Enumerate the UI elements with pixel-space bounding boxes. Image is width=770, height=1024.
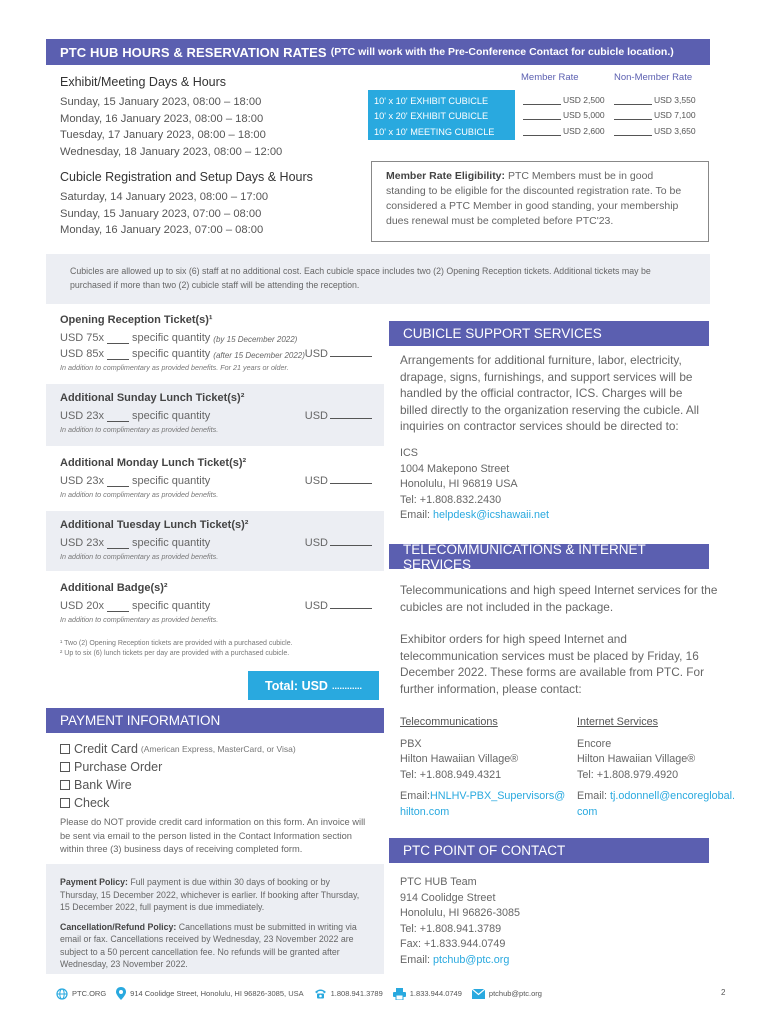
telecom-contact-pbx (400, 715, 570, 820)
usd-label: USD (304, 475, 328, 487)
setup-hours-line: Monday, 16 January 2023, 07:00 – 08:00 (60, 224, 264, 236)
exhibit-hours (60, 75, 282, 160)
ics-email-link[interactable]: helpdesk@icshawaii.net (433, 509, 549, 521)
cubicle-support-header (389, 321, 709, 346)
globe-icon (56, 988, 68, 1000)
contact-address: Honolulu, HI 96819 USA (400, 478, 518, 490)
contact-org: PTC HUB Team (400, 876, 477, 888)
member-rate: USD 2,600 (563, 125, 605, 136)
usd-label: USD (304, 410, 328, 422)
checkbox[interactable] (60, 762, 70, 772)
footer-address-text: 914 Coolidge Street, Honolulu, HI 96826-3085, USA (130, 989, 304, 998)
exhibit-hours-line: Sunday, 15 January 2023, 08:00 – 18:00 (60, 96, 262, 108)
cubicle-type: 10' x 20' EXHIBIT CUBICLE (374, 111, 489, 122)
contact-place: Hilton Hawaiian Village® (577, 753, 696, 765)
footer-email[interactable] (472, 989, 542, 999)
tuesday-lunch-tickets (46, 511, 384, 571)
contact-place: Hilton Hawaiian Village® (400, 753, 519, 765)
ticket-price: USD 20x (60, 600, 105, 612)
contact-email-label: Email: (400, 509, 433, 521)
ticket-note: In addition to complimentary as provided benefits. (60, 552, 219, 561)
eligibility-label: Member Rate Eligibility: (386, 170, 506, 182)
pbx-email-link[interactable]: HNLHV-PBX_Supervisors@ hilton.com (400, 790, 566, 818)
amount-field[interactable] (330, 347, 372, 357)
payment-option-purchase-order[interactable] (60, 758, 296, 776)
footnote: ¹ Two (2) Opening Reception tickets are provided with a purchased cubicle. (60, 640, 293, 647)
setup-hours-title: Cubicle Registration and Setup Days & Hours (60, 170, 313, 184)
payment-option-note: (American Express, MasterCard, or Visa) (140, 744, 296, 754)
ticket-title: Additional Badge(s)² (60, 582, 168, 594)
footer-fax (393, 988, 462, 1000)
usd-label: USD (304, 537, 328, 549)
ticket-qty-label: specific quantity (132, 475, 211, 487)
contact-column-head: Internet Services (577, 716, 659, 728)
amount-field[interactable] (330, 474, 372, 484)
contact-address: 1004 Makepono Street (400, 462, 510, 475)
payment-option-label: Purchase Order (74, 760, 163, 774)
quantity-field[interactable] (107, 350, 129, 360)
telecom-text-2: Exhibitor orders for high speed Internet and telecommunication services must be placed by Friday, 16 December 2022. These forms are available from PTC. For further information, please contact: (400, 632, 705, 696)
ticket-price: USD 23x (60, 475, 105, 487)
total-amount[interactable] (248, 671, 379, 700)
exhibit-hours-title: Exhibit/Meeting Days & Hours (60, 75, 227, 89)
footer-web[interactable] (56, 988, 106, 1000)
setup-hours-line: Saturday, 14 January 2023, 08:00 – 17:00 (60, 191, 269, 203)
checkbox[interactable] (60, 744, 70, 754)
poc-contact (400, 875, 520, 968)
footer-phone (314, 988, 383, 999)
ticket-price: USD 23x (60, 410, 105, 422)
checkbox[interactable] (60, 798, 70, 808)
quantity-field[interactable] (107, 334, 129, 344)
encore-email-link[interactable]: tj.odonnell@encoreglobal. com (577, 790, 736, 818)
ticket-title: Opening Reception Ticket(s)¹ (60, 314, 213, 326)
ticket-note: In addition to complimentary as provided benefits. For 21 years or older. (60, 363, 289, 372)
additional-badges (46, 576, 384, 636)
total-label: Total: USD (265, 678, 328, 693)
quantity-field[interactable] (107, 539, 129, 549)
contact-address: 914 Coolidge Street (400, 891, 496, 904)
telecom-title: TELECOMMUNICATIONS & INTERNET SERVICES (403, 541, 646, 572)
page-footer (56, 987, 552, 1000)
nonmember-rate: USD 3,650 (654, 125, 696, 136)
ticket-qty-label: specific quantity (132, 537, 211, 549)
footer-web-text: PTC.ORG (72, 989, 107, 998)
poc-email-link[interactable]: ptchub@ptc.org (433, 953, 510, 966)
poc-header (389, 838, 709, 863)
payment-option-check[interactable] (60, 794, 296, 812)
exhibit-hours-line: Monday, 16 January 2023, 08:00 – 18:00 (60, 112, 264, 125)
payment-option-label: Check (74, 796, 110, 810)
amount-field[interactable] (330, 536, 372, 546)
telecom-header (389, 541, 709, 572)
section-header-hours-rates (46, 39, 710, 65)
member-rate: USD 2,500 (563, 94, 605, 105)
location-pin-icon (116, 987, 126, 1000)
nonmember-rate: USD 3,550 (654, 94, 696, 105)
contact-org: ICS (400, 447, 418, 459)
nonmember-rate-label: Non-Member Rate (614, 72, 693, 83)
contact-tel: Tel: +1.808.949.4321 (400, 768, 502, 781)
payment-option-label: Bank Wire (74, 778, 132, 792)
member-rate-eligibility (371, 161, 709, 242)
eligibility-text: PTC Members must be in good standing to be eligible for the discounted registration rate. To be considered a PTC Member in good standing, your membership dues renewal must be completed before PTC'23. (386, 170, 682, 227)
member-rates (523, 89, 605, 136)
ticket-qty-label: specific quantity (132, 332, 211, 344)
cubicle-staff-notice: Cubicles are allowed up to six (6) staff at no additional cost. Each cubicle space includes two (2) Opening Reception tickets. Additional tickets may be purchased if more than two (2) cubicle staff will be attending the reception. (46, 254, 710, 304)
footnote: ² Up to six (6) lunch tickets per day are provided with a purchased cubicle. (60, 650, 290, 657)
ticket-footnotes (60, 639, 293, 659)
payment-option-label: Credit Card (74, 742, 138, 756)
ticket-title: Additional Monday Lunch Ticket(s)² (60, 457, 247, 469)
cubicle-support-text: Arrangements for additional furniture, labor, electricity, drapage, signs, furnishings, and support services will be handled by the official contractor, ICS. Charges will be billed directly to the organization reserving the cubicle. All inquiries on contractor services should be directed to: (400, 353, 700, 433)
payment-policy-text: Full payment is due within 30 days of booking or by Thursday, 15 December 2022, whichever is earlier. If booking after Thursday, 15 December 2022, full payment is due immediately. (60, 877, 360, 912)
payment-title: PAYMENT INFORMATION (60, 713, 221, 728)
policies (46, 864, 384, 974)
setup-hours (60, 170, 313, 239)
phone-icon (314, 988, 327, 999)
payment-disclaimer: Please do NOT provide credit card information on this form. An invoice will be sent via email to the person listed in the Contact Information section within three (3) business days of receiving completed form. (60, 817, 366, 854)
footer-fax-text: 1.833.944.0749 (409, 989, 462, 998)
telecom-contact-encore (577, 715, 737, 820)
header-title: PTC HUB HOURS & RESERVATION RATES (60, 44, 327, 60)
telecom-text-1: Telecommunications and high speed Internet services for the cubicles are not included in the package. (400, 583, 718, 614)
ics-contact (400, 446, 549, 524)
ticket-date-note: (after 15 December 2022) (213, 351, 305, 360)
cancel-policy-label: Cancellation/Refund Policy: (60, 921, 177, 932)
cubicle-support-title: CUBICLE SUPPORT SERVICES (403, 326, 602, 341)
footer-email-text: ptchub@ptc.org (488, 989, 542, 998)
contact-org: Encore (577, 737, 612, 750)
header-subtitle: (PTC will work with the Pre-Conference Contact for cubicle location.) (330, 46, 674, 58)
footer-address (116, 987, 303, 1000)
quantity-field[interactable] (107, 602, 129, 612)
contact-email-label: Email: (577, 790, 610, 802)
ticket-price: USD 75x (60, 332, 105, 344)
opening-reception-tickets (46, 314, 384, 384)
mail-icon (472, 989, 485, 999)
cubicle-type: 10' x 10' EXHIBIT CUBICLE (374, 96, 489, 106)
ticket-note: In addition to complimentary as provided benefits. (60, 490, 219, 499)
exhibit-hours-line: Tuesday, 17 January 2023, 08:00 – 18:00 (60, 129, 266, 141)
quantity-field[interactable] (107, 477, 129, 487)
fax-icon (393, 988, 406, 1000)
amount-field[interactable] (330, 599, 372, 609)
ticket-title: Additional Sunday Lunch Ticket(s)² (60, 392, 245, 404)
cubicle-type: 10' x 10' MEETING CUBICLE (374, 126, 495, 137)
member-rate: USD 5,000 (563, 110, 605, 120)
exhibit-hours-line: Wednesday, 18 January 2023, 08:00 – 12:00 (60, 145, 283, 158)
ticket-note: In addition to complimentary as provided benefits. (60, 425, 219, 434)
contact-email-label: Email: (400, 790, 430, 802)
ticket-date-note: (by 15 December 2022) (213, 335, 298, 344)
footer-phone-text: 1.808.941.3789 (330, 989, 383, 998)
payment-options (60, 740, 296, 812)
checkbox[interactable] (60, 780, 70, 790)
payment-policy-label: Payment Policy: (60, 877, 128, 887)
usd-label: USD (304, 600, 328, 612)
payment-header (46, 708, 384, 733)
total-dots: ............ (331, 680, 362, 691)
ticket-price: USD 23x (60, 537, 105, 549)
ticket-title: Additional Tuesday Lunch Ticket(s)² (60, 519, 249, 531)
amount-field[interactable] (330, 409, 372, 419)
usd-label: USD (304, 348, 328, 360)
contact-column-head: Telecommunications (400, 716, 498, 728)
page-number: 2 (721, 988, 726, 997)
setup-hours-line: Sunday, 15 January 2023, 07:00 – 08:00 (60, 207, 262, 220)
cubicle-types (368, 90, 515, 140)
payment-option-bank-wire[interactable] (60, 776, 296, 794)
ticket-qty-label: specific quantity (132, 600, 211, 612)
ticket-price: USD 85x (60, 348, 105, 360)
cancel-policy-text: Cancellations must be submitted in writing via email or fax. Cancellations received by Wednesday, 23 November 2022 are subject to a 50 percent cancellation fee. No refunds will be granted after Wednesday, 23 November 2022. (60, 921, 357, 969)
contact-address: Honolulu, HI 96826-3085 (400, 907, 521, 919)
contact-fax: Fax: +1.833.944.0749 (400, 938, 506, 950)
poc-title: PTC POINT OF CONTACT (403, 843, 566, 858)
nonmember-rate: USD 7,100 (654, 110, 696, 120)
payment-option-credit-card[interactable] (60, 740, 296, 758)
contact-email-label: Email: (400, 953, 433, 966)
ticket-note: In addition to complimentary as provided benefits. (60, 615, 219, 624)
monday-lunch-tickets (46, 447, 384, 509)
member-rate-label: Member Rate (521, 72, 579, 83)
ticket-qty-label: specific quantity (132, 410, 211, 422)
quantity-field[interactable] (107, 412, 129, 422)
nonmember-rates (614, 89, 696, 136)
sunday-lunch-tickets (46, 384, 384, 446)
contact-tel: Tel: +1.808.979.4920 (577, 768, 679, 781)
contact-tel: Tel: +1.808.832.2430 (400, 493, 502, 506)
contact-tel: Tel: +1.808.941.3789 (400, 922, 502, 935)
ticket-qty-label: specific quantity (132, 348, 211, 360)
contact-org: PBX (400, 737, 422, 750)
